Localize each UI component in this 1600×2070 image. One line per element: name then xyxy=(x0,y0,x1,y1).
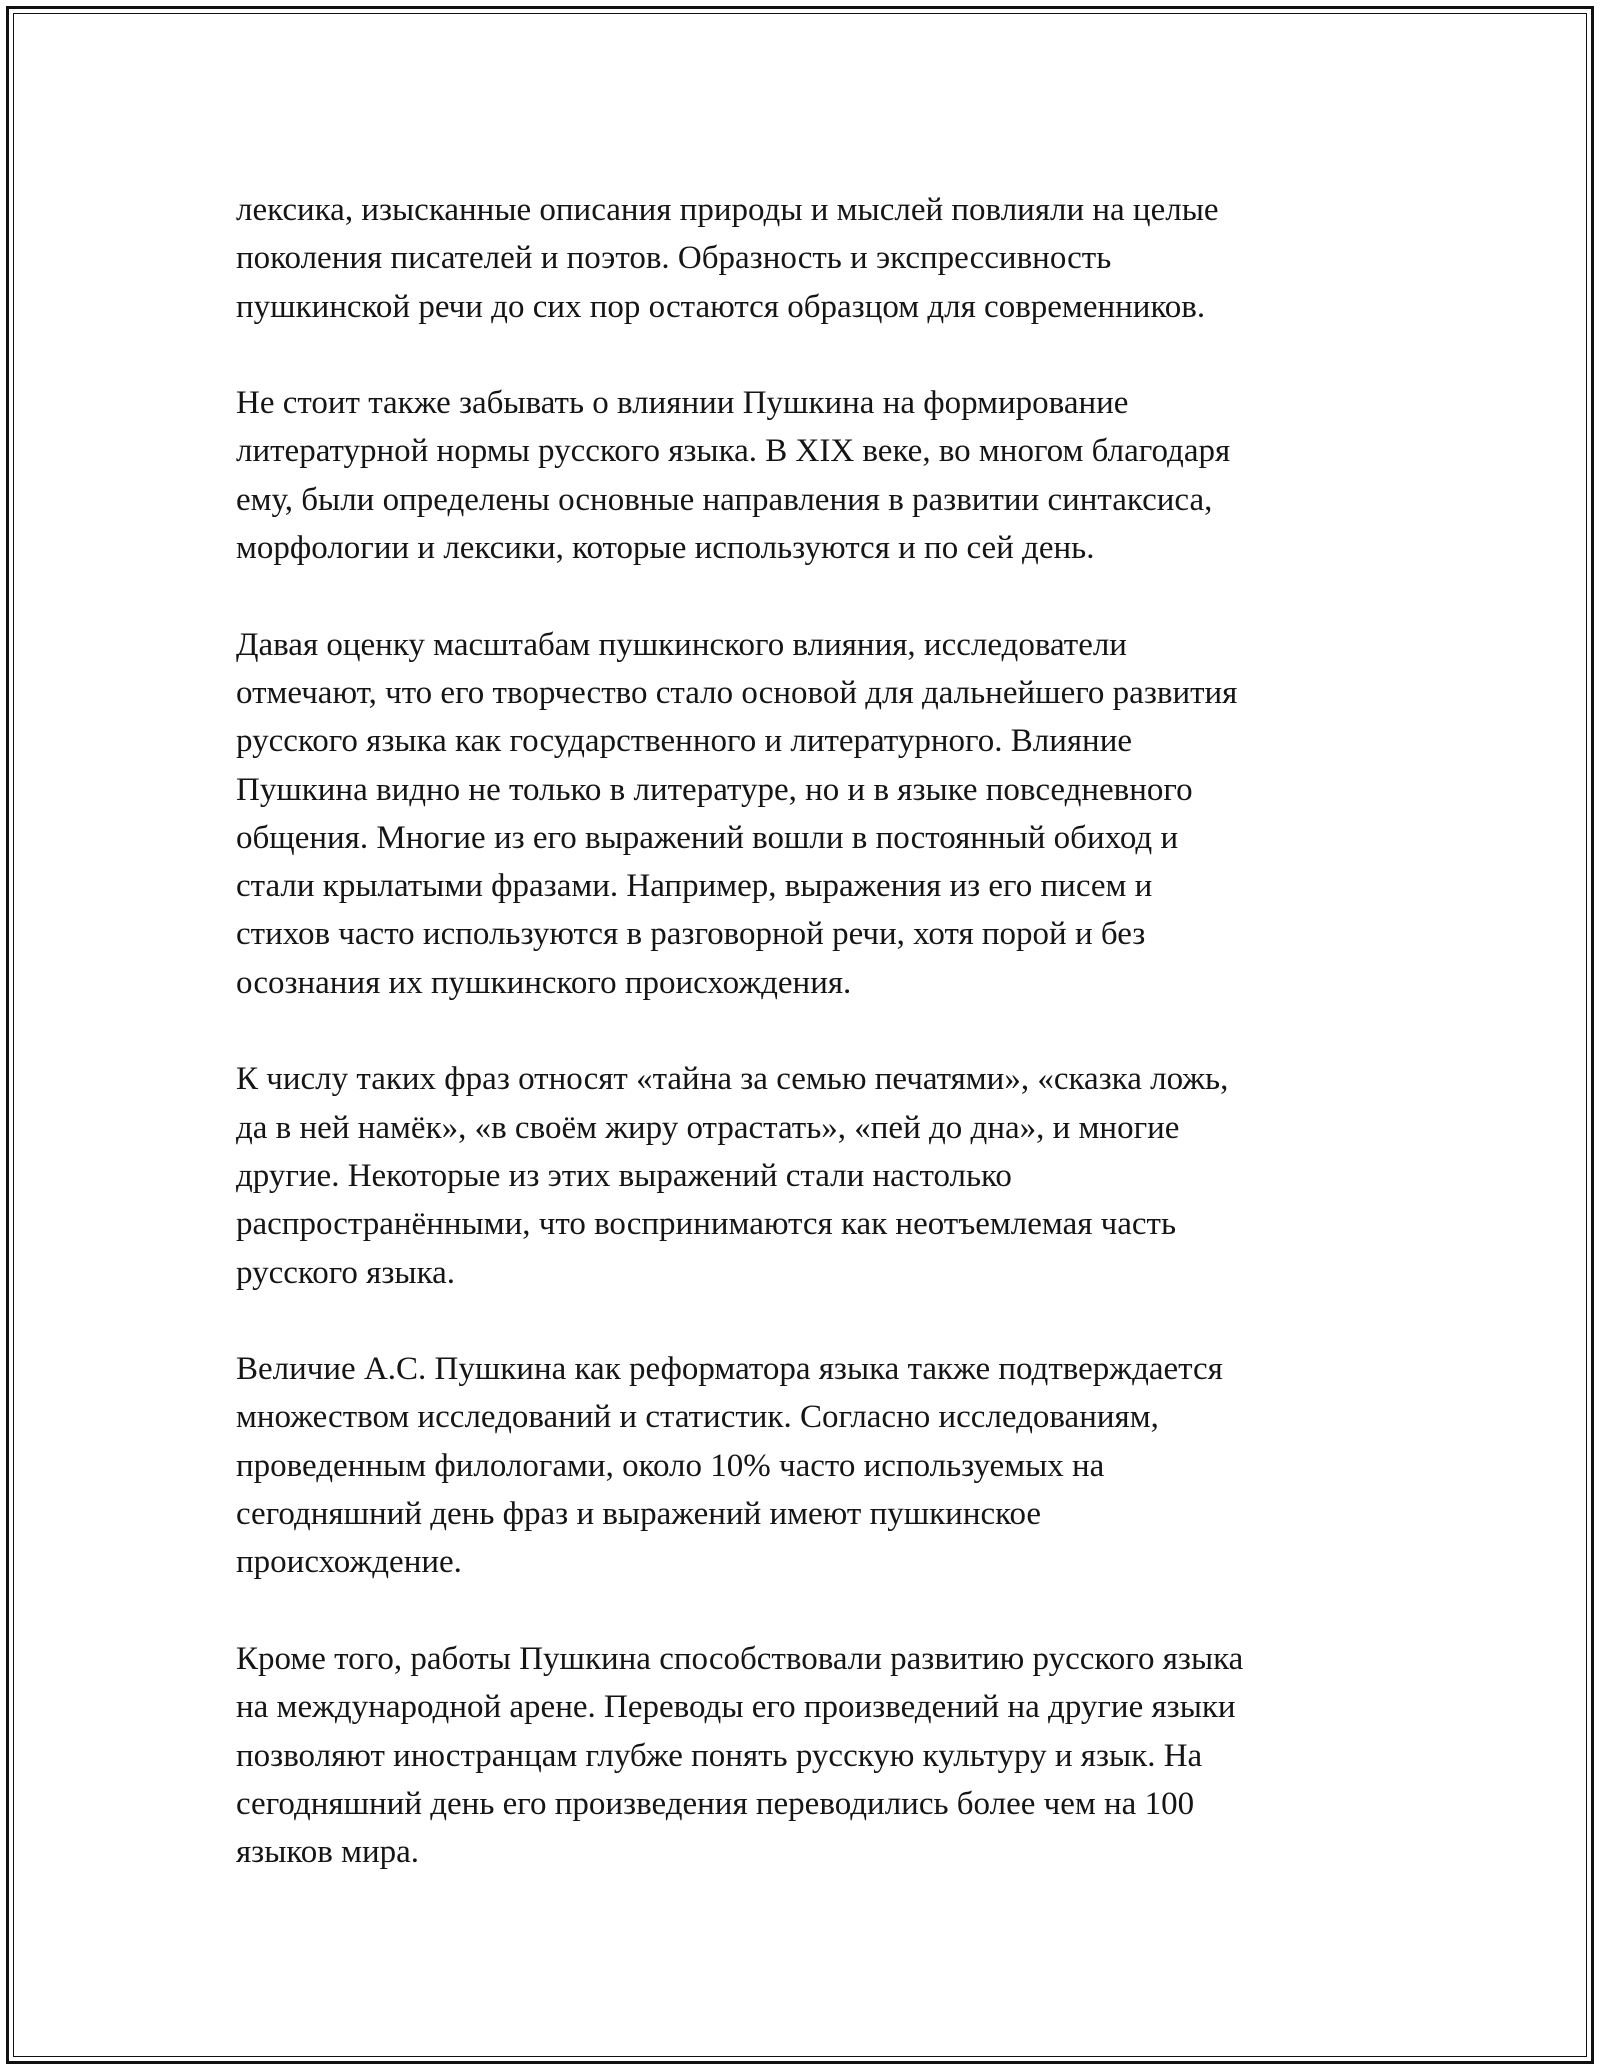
text-line: морфологии и лексики, которые используются и по сей день. xyxy=(236,530,1095,567)
paragraph-6 xyxy=(236,1635,1376,1876)
text-line: сегодняшний день его произведения переводились более чем на 100 xyxy=(236,1785,1195,1822)
text-line: лексика, изысканные описания природы и мыслей повлияли на целые xyxy=(236,192,1219,228)
text-line: пушкинской речи до сих пор остаются образцом для современников. xyxy=(236,288,1206,325)
text-line: общения. Многие из его выражений вошли в постоянный обиход и xyxy=(236,819,1179,856)
text-line: стали крылатыми фразами. Например, выражения из его писем и xyxy=(236,868,1153,905)
text-line: языков мира. xyxy=(236,1834,420,1871)
text-line: множеством исследований и статистик. Согласно исследованиям, xyxy=(236,1399,1159,1436)
text-line: осознания их пушкинского происхождения. xyxy=(236,964,852,1001)
text-line: ему, были определены основные направления в развитии синтаксиса, xyxy=(236,481,1213,518)
paragraph-2 xyxy=(236,379,1376,572)
text-line: русского языка. xyxy=(236,1254,455,1291)
text-line: Давая оценку масштабам пушкинского влияния, исследователи xyxy=(236,626,1127,663)
text-line: проведенным филологами, около 10% часто используемых на xyxy=(236,1447,1105,1484)
text-line: Величие А.С. Пушкина как реформатора языка также подтверждается xyxy=(236,1351,1223,1388)
text-line: другие. Некоторые из этих выражений стали настолько xyxy=(236,1157,1012,1194)
paragraph-1 xyxy=(236,186,1376,331)
text-line: Не стоит также забывать о влиянии Пушкина на формирование xyxy=(236,385,1129,422)
text-line: происхождение. xyxy=(236,1544,462,1581)
paragraph-4 xyxy=(236,1055,1376,1296)
paragraph-5 xyxy=(236,1345,1376,1586)
text-line: русского языка как государственного и литературного. Влияние xyxy=(236,723,1132,760)
text-line: да в ней намёк», «в своём жиру отрастать», «пей до дна», и многие xyxy=(236,1109,1180,1146)
text-line: поколения писателей и поэтов. Образность и экспрессивность xyxy=(236,240,1112,277)
text-line: Пушкина видно не только в литературе, но и в языке повседневного xyxy=(236,771,1193,808)
text-line: распространёнными, что воспринимаются как неотъемлемая часть xyxy=(236,1206,1177,1243)
text-line: позволяют иностранцам глубже понять русскую культуру и язык. На xyxy=(236,1737,1203,1774)
document-body xyxy=(236,186,1376,1925)
text-line: К числу таких фраз относят «тайна за семью печатями», «сказка ложь, xyxy=(236,1061,1229,1098)
text-line: Кроме того, работы Пушкина способствовали развитию русского языка xyxy=(236,1640,1244,1677)
text-line: отмечают, что его творчество стало основой для дальнейшего развития xyxy=(236,674,1238,711)
text-line: на международной арене. Переводы его произведений на другие языки xyxy=(236,1689,1236,1726)
text-line: сегодняшний день фраз и выражений имеют пушкинское xyxy=(236,1496,1042,1533)
text-line: стихов часто используются в разговорной речи, хотя порой и без xyxy=(236,916,1146,953)
text-line: литературной нормы русского языка. В XIX веке, во многом благодаря xyxy=(236,433,1231,470)
paragraph-3 xyxy=(236,621,1376,1007)
